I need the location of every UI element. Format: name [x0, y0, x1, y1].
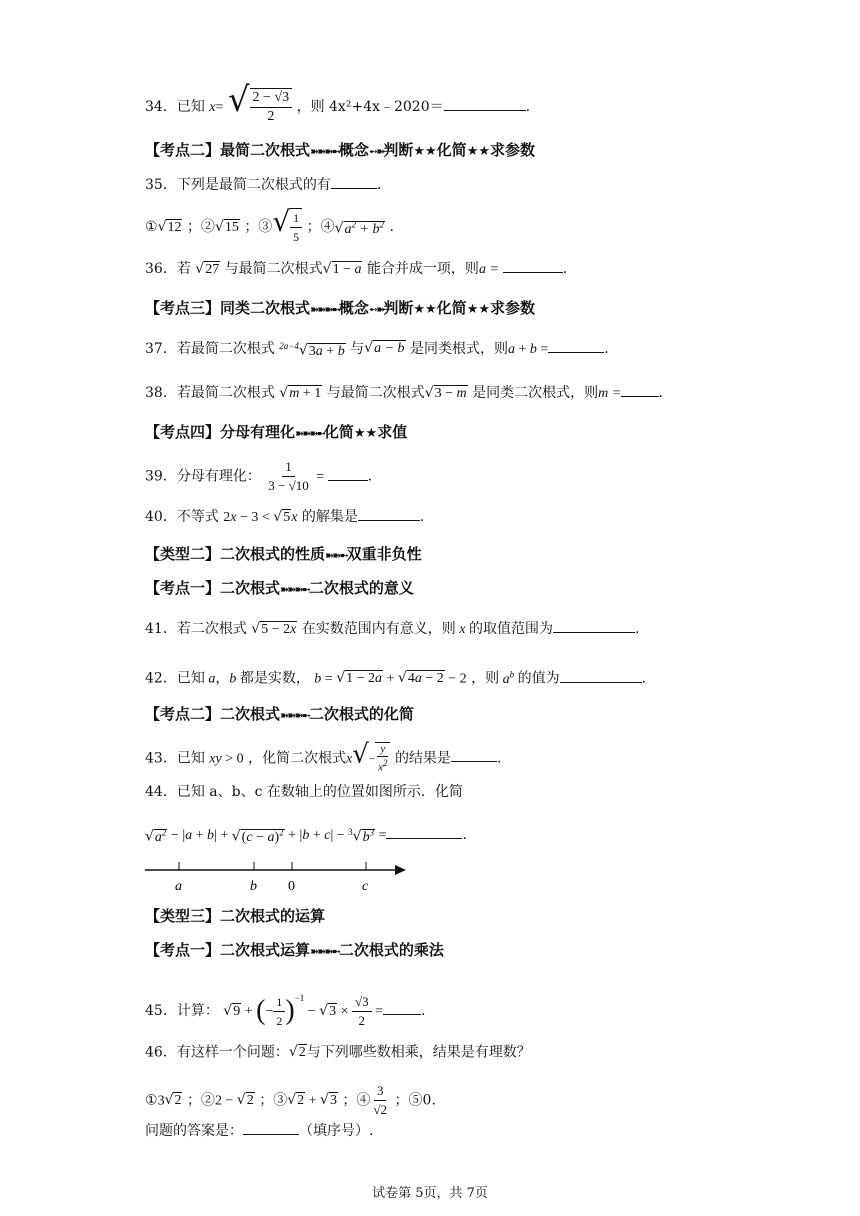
- answer-blank[interactable]: [451, 747, 497, 762]
- question-35-options: ①√12 ；②√15 ；③√ $\frac{1}{5}$ ；$④√a^2 + b^2$ .: [145, 205, 394, 244]
- page-footer: 试卷第 5页，共 7页: [372, 1186, 488, 1201]
- section-heading: 【考点一】二次根式运算➽➽➽➼二次根式的乘法: [145, 941, 444, 959]
- section-heading: 【类型二】二次根式的性质➽➽➼双重非负性: [145, 545, 422, 563]
- label-a: a: [175, 879, 182, 894]
- section-heading: 【考点四】分母有理化➽➽➽➼化简★★求值: [145, 423, 408, 441]
- answer-blank[interactable]: [358, 506, 420, 521]
- star-icon: ★★: [413, 302, 437, 317]
- answer-blank[interactable]: [383, 1000, 421, 1015]
- question-45: 45．计算： √9 + (− $\frac{1}{2}$ )$^{-1}$ − √3 × $\frac{√3}{2}$ = .: [145, 993, 426, 1028]
- question-46-options: ①3√2 ；②2 − √2 ；③√2 + √3 ；④ $\frac{3}{√2}$ ；⑤0.: [145, 1083, 436, 1117]
- question-37: 37．若最简二次根式 $^{2a-4}$√3a + b 与√a − b 是同类根式，则a + b = .: [145, 336, 609, 362]
- question-39: 39．分母有理化： $\frac{1}{3 - √10}$ = .: [145, 459, 373, 493]
- arrow-icon: ➽➽➽➼: [310, 945, 339, 958]
- question-40: 40．不等式 2x − 3 < √5x 的解集是 .: [145, 506, 424, 528]
- question-36: 36．若 √27 与最简二次根式√1 − a 能合并成一项，则a = .: [145, 258, 567, 280]
- label-0: 0: [288, 879, 295, 894]
- answer-blank[interactable]: [503, 258, 563, 273]
- answer-blank[interactable]: [243, 1120, 299, 1135]
- star-icon: ★★: [466, 144, 490, 159]
- arrow-icon: ➻➽: [368, 145, 384, 158]
- star-icon: ★★: [353, 426, 378, 441]
- arrow-icon: ➽➽➽➼: [310, 145, 339, 158]
- answer-blank[interactable]: [331, 174, 377, 189]
- answer-blank[interactable]: [386, 824, 462, 839]
- answer-blank[interactable]: [553, 618, 635, 633]
- question-44-expression: $√a^2 - |a + b| + √(c - a)^2 + |b + c| - ^3√b^3$ = .: [145, 822, 467, 848]
- answer-blank[interactable]: [444, 96, 526, 111]
- radical-expression: √ $\frac{2 - √3}{2}$: [228, 88, 292, 126]
- label-c: c: [362, 879, 369, 894]
- answer-blank[interactable]: [548, 338, 604, 353]
- question-43: 43．已知 xy > 0 ，化简二次根式x√− $\frac{y}{x^2}$ 的结果是 .: [145, 739, 502, 774]
- answer-blank[interactable]: [621, 382, 659, 397]
- section-heading: 【考点二】最简二次根式➽➽➽➼概念➻➽判断★★化简★★求参数: [145, 141, 536, 159]
- arrow-icon: ➻➽: [368, 303, 384, 316]
- section-heading: 【考点三】同类二次根式➽➽➽➼概念➻➽判断★★化简★★求参数: [145, 299, 536, 317]
- arrow-head-icon: [395, 865, 406, 875]
- section-heading: 【考点二】二次根式➽➽➽➼二次根式的化简: [145, 705, 414, 723]
- question-44: 44．已知 a、b、c 在数轴上的位置如图所示．化简: [145, 784, 463, 800]
- question-41: 41．若二次根式 √5 − 2x 在实数范围内有意义，则 x 的取值范围为 .: [145, 618, 639, 640]
- arrow-icon: ➽➽➽➼: [280, 583, 309, 596]
- label-b: b: [250, 879, 257, 894]
- question-46: 46．有这样一个问题：√2与下列哪些数相乘，结果是有理数？: [145, 1044, 531, 1061]
- arrow-icon: ➽➽➽➼: [280, 709, 309, 722]
- star-icon: ★★: [466, 302, 490, 317]
- arrow-icon: ➽➽➽➼: [310, 303, 339, 316]
- question-38: 38．若最简二次根式 √m + 1 与最简二次根式√3 − m 是同类二次根式，则m = .: [145, 382, 663, 404]
- answer-blank[interactable]: [328, 466, 368, 481]
- question-46-answer: 问题的答案是： （填序号）.: [145, 1120, 373, 1141]
- answer-blank[interactable]: [560, 668, 642, 683]
- section-heading: 【类型三】二次根式的运算: [145, 907, 326, 925]
- star-icon: ★★: [413, 144, 437, 159]
- arrow-icon: ➽➽➽➼: [295, 427, 324, 440]
- number-line-figure: [140, 856, 420, 896]
- question-34: 34．已知 x= √ $\frac{2 - √3}{2}$ ，则 4x²+4x﹣2020＝ .: [145, 80, 531, 124]
- arrow-icon: ➽➽➼: [325, 549, 347, 562]
- question-42: 42．已知 a，b 都是实数， b = √1 − 2a + √4a − 2 − 2 ，则 $a^b$ 的值为 .: [145, 669, 647, 687]
- section-heading: 【考点一】二次根式➽➽➽➼二次根式的意义: [145, 579, 414, 597]
- question-35: 35．下列是最简二次根式的有 .: [145, 174, 381, 195]
